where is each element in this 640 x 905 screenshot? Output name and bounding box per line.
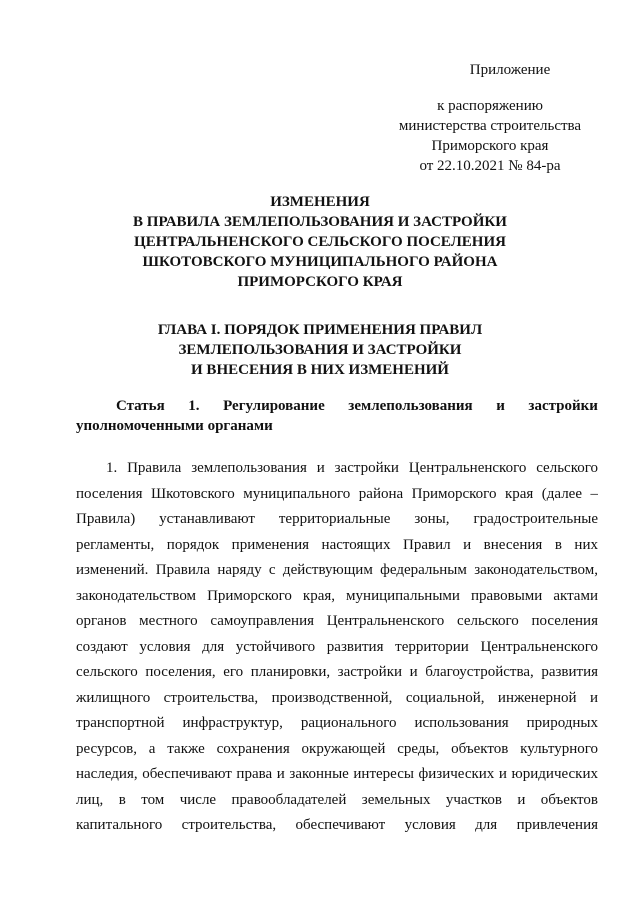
paragraph-line: капитального строительства, обеспечивают условия для привлечения: [76, 817, 598, 833]
paragraph-line: сельского поселения, его планировки, застройки и благоустройства, развития: [76, 664, 598, 680]
title-line: ШКОТОВСКОГО МУНИЦИПАЛЬНОГО РАЙОНА: [142, 254, 498, 270]
paragraph-1: [76, 456, 598, 839]
article-word: Регулирование: [223, 398, 325, 414]
appendix-line: Приморского края: [431, 138, 549, 154]
paragraph-line: ресурсов, а также сохранения окружающей среды, объектов культурного: [76, 740, 598, 757]
appendix-label: Приложение: [469, 62, 551, 78]
appendix-reference: [340, 96, 640, 176]
appendix-date-number: от 22.10.2021 № 84-ра: [419, 158, 561, 174]
title-line: ИЗМЕНЕНИЯ: [270, 194, 370, 210]
paragraph-line: органов местного самоуправления Центральненского сельского поселения: [76, 613, 598, 629]
paragraph-line: создают условия для устойчивого развития территории Центральненского: [76, 638, 598, 655]
paragraph-line: законодательством Приморского края, муниципальными правовыми актами: [76, 587, 598, 604]
chapter-line: ЗЕМЛЕПОЛЬЗОВАНИЯ И ЗАСТРОЙКИ: [178, 342, 462, 358]
article-word: застройки: [528, 398, 598, 414]
article-word: 1.: [188, 398, 200, 414]
appendix-line: министерства строительства: [398, 118, 582, 134]
article-heading-line: уполномоченными органами: [76, 418, 273, 434]
title-line: ЦЕНТРАЛЬНЕНСКОГО СЕЛЬСКОГО ПОСЕЛЕНИЯ: [134, 234, 506, 250]
paragraph-line: лиц, в том числе правообладателей земельных участков и объектов: [76, 791, 598, 808]
paragraph-line: регламенты, порядок применения настоящих Правил и внесения в них: [76, 536, 598, 553]
chapter-line: ГЛАВА I. ПОРЯДОК ПРИМЕНЕНИЯ ПРАВИЛ: [157, 322, 483, 338]
article-word: и: [496, 398, 505, 414]
chapter-line: И ВНЕСЕНИЯ В НИХ ИЗМЕНЕНИЙ: [191, 362, 449, 378]
paragraph-line: транспортной инфраструктур, рационального использования природных: [76, 715, 598, 731]
article-word: Статья: [116, 398, 165, 414]
article-heading-line: [76, 396, 598, 416]
article-heading: [76, 396, 598, 436]
paragraph-line: изменений. Правила наряду с действующим федеральным законодательством,: [76, 562, 598, 578]
document-title: [40, 192, 600, 292]
paragraph-line: 1. Правила землепользования и застройки Центральненского сельского: [106, 460, 598, 476]
paragraph-line: наследия, обеспечивают права и законные интересы физических и юридических: [76, 766, 598, 782]
paragraph-line: поселения Шкотовского муниципального района Приморского края (далее –: [76, 485, 598, 502]
article-word: землепользования: [348, 398, 473, 414]
paragraph-line: жилищного строительства, производственной, социальной, инженерной и: [76, 689, 598, 706]
chapter-heading: [40, 320, 600, 380]
appendix-line: к распоряжению: [437, 98, 543, 114]
title-line: ПРИМОРСКОГО КРАЯ: [237, 274, 403, 290]
paragraph-line: Правила) устанавливают территориальные зоны, градостроительные: [76, 511, 598, 527]
title-line: В ПРАВИЛА ЗЕМЛЕПОЛЬЗОВАНИЯ И ЗАСТРОЙКИ: [133, 214, 507, 230]
